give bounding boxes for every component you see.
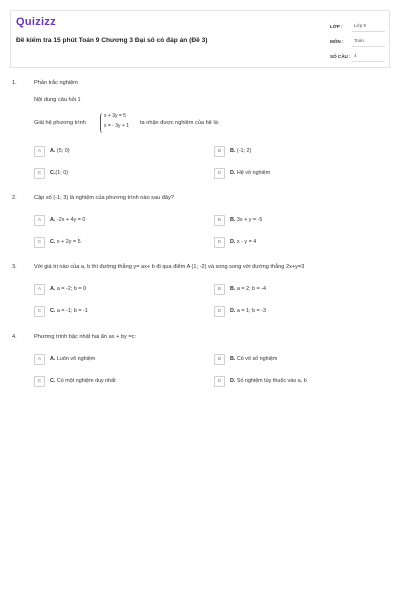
question-stem-before: Giải hệ phương trình xyxy=(34,120,86,126)
question-subtitle: Nội dung câu hỏi 1 xyxy=(34,97,81,103)
option-b[interactable] xyxy=(214,353,277,365)
option-text: a = -1; b = -1 xyxy=(56,308,88,314)
option-c[interactable] xyxy=(34,305,88,317)
system-equation: x + 3y = 5 xyxy=(104,113,126,119)
question-number: 2. xyxy=(12,195,17,201)
option-b[interactable] xyxy=(214,214,262,226)
question-text: Với giá trị nào của a, b thì đường thẳng y= ax+ b đi qua điểm A (1; -2) và song song với đường thẳng 2x+y=3 xyxy=(34,264,305,270)
option-d[interactable] xyxy=(214,305,266,317)
option-letter-box: A xyxy=(34,284,45,295)
option-text: a = -2; b = 0 xyxy=(56,286,86,292)
option-b[interactable] xyxy=(214,283,266,295)
option-c[interactable] xyxy=(34,167,68,179)
option-a[interactable] xyxy=(34,145,70,157)
question-number: 1. xyxy=(12,80,17,86)
worksheet-meta xyxy=(330,17,385,62)
option-c[interactable] xyxy=(34,236,81,248)
option-prefix: C. xyxy=(50,308,56,314)
worksheet-title: Đề kiểm tra 15 phút Toán 9 Chương 3 Đại số có đáp án (Đề 3) xyxy=(16,37,208,44)
option-c[interactable] xyxy=(34,375,116,387)
question-text: Cặp số (-1; 3) là nghiệm của phương trình nào sau đây? xyxy=(34,195,174,201)
meta-label: LỚP : xyxy=(330,24,343,29)
option-text: a = 1; b = -3 xyxy=(236,308,266,314)
option-prefix: B. xyxy=(230,217,236,223)
option-prefix: C. xyxy=(50,239,56,245)
question-number: 3. xyxy=(12,264,17,270)
option-a[interactable] xyxy=(34,353,95,365)
option-text: (5; 0) xyxy=(56,148,70,154)
option-text: x + 2y = 5 xyxy=(56,239,81,245)
question-number: 4. xyxy=(12,334,17,340)
meta-value: Lớp 9 xyxy=(352,20,385,32)
meta-row-class xyxy=(330,17,385,32)
option-prefix: C. xyxy=(50,378,56,384)
option-letter-box: B xyxy=(214,284,225,295)
option-prefix: D. xyxy=(230,378,236,384)
option-prefix: D. xyxy=(230,170,236,176)
option-text: Có vô số nghiệm xyxy=(236,356,278,362)
option-text: (-1; 2) xyxy=(236,148,252,154)
option-letter-box: C xyxy=(34,306,45,317)
option-text: Luôn vô nghiệm xyxy=(56,356,96,362)
option-prefix: B. xyxy=(230,148,236,154)
meta-value: Toán xyxy=(352,35,385,47)
option-letter-box: D xyxy=(214,237,225,248)
option-letter-box: D xyxy=(214,376,225,387)
option-prefix: B. xyxy=(230,286,236,292)
option-letter-box: D xyxy=(214,168,225,179)
question-text: Phương trình bậc nhất hai ẩn ax + by =c: xyxy=(34,334,136,340)
option-letter-box: C xyxy=(34,376,45,387)
option-b[interactable] xyxy=(214,145,251,157)
option-letter-box: A xyxy=(34,215,45,226)
option-text: x - y = 4 xyxy=(236,239,257,245)
option-letter-box: C xyxy=(34,168,45,179)
meta-label: SỐ CÂU : xyxy=(330,54,351,59)
option-d[interactable] xyxy=(214,375,307,387)
option-d[interactable] xyxy=(214,167,270,179)
option-prefix: A. xyxy=(50,286,56,292)
option-prefix: D. xyxy=(230,308,236,314)
option-letter-box: B xyxy=(214,146,225,157)
option-letter-box: A xyxy=(34,146,45,157)
option-letter-box: A xyxy=(34,354,45,365)
option-prefix: C. xyxy=(50,170,56,176)
option-a[interactable] xyxy=(34,283,86,295)
question-text: Phần trắc nghiệm xyxy=(34,80,78,86)
meta-row-question-count xyxy=(330,47,385,62)
system-brace xyxy=(100,113,103,133)
option-text: a = 2; b = -4 xyxy=(236,286,266,292)
option-text: -2x + 4y = 0 xyxy=(56,217,86,223)
option-text: Số nghiệm tùy thuộc vào a, b xyxy=(236,378,307,384)
meta-value: 4 xyxy=(352,50,385,62)
system-equation: x = - 3y + 1 xyxy=(104,123,130,129)
option-letter-box: B xyxy=(214,215,225,226)
option-text: 3x + y = -5 xyxy=(236,217,263,223)
option-prefix: B. xyxy=(230,356,236,362)
option-text: Có một nghiệm duy nhất xyxy=(56,378,116,384)
option-letter-box: C xyxy=(34,237,45,248)
option-prefix: A. xyxy=(50,217,56,223)
option-letter-box: B xyxy=(214,354,225,365)
option-letter-box: D xyxy=(214,306,225,317)
option-d[interactable] xyxy=(214,236,256,248)
meta-row-subject xyxy=(330,32,385,47)
option-a[interactable] xyxy=(34,214,85,226)
option-prefix: D. xyxy=(230,239,236,245)
option-text: Hệ vô nghiệm xyxy=(236,170,271,176)
quizizz-logo: Quizizz xyxy=(16,16,56,28)
option-prefix: A. xyxy=(50,148,56,154)
meta-label: MÔN : xyxy=(330,39,344,44)
question-stem-after: ta nhận được nghiệm của hệ là: xyxy=(140,120,220,126)
option-text: (1; 0) xyxy=(55,170,68,176)
option-prefix: A. xyxy=(50,356,56,362)
worksheet-header xyxy=(10,10,390,68)
